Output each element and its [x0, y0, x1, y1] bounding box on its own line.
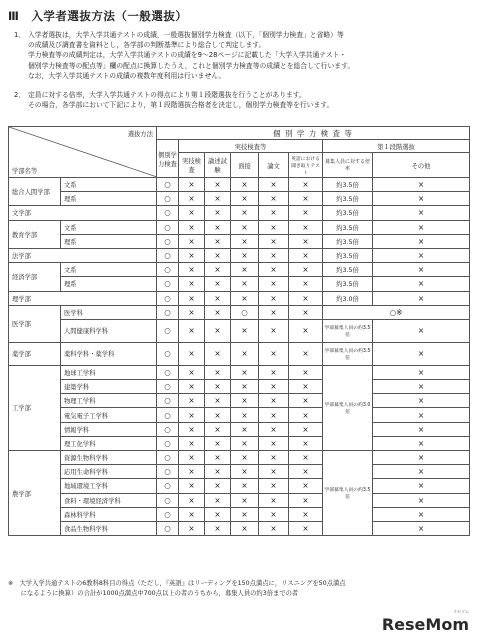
other-cell: ×	[373, 220, 470, 234]
mark-cell: ×	[205, 493, 231, 507]
mark-cell: ○	[157, 380, 179, 394]
header-selection-method: 選抜方法	[127, 131, 153, 138]
paragraph-1	[14, 30, 469, 81]
paragraph-line: 定員に対する倍率，大学入学共通テストの得点により第１段階選抜を行うことがあります。	[28, 91, 306, 99]
mark-cell: ×	[259, 192, 289, 206]
table-row	[9, 479, 470, 493]
mark-cell: ×	[259, 342, 289, 365]
mark-cell: ×	[259, 436, 289, 450]
table-row	[9, 380, 470, 394]
mark-cell: ×	[289, 234, 323, 248]
mark-cell: ×	[205, 408, 231, 422]
faculty-cell: 理学部	[9, 291, 157, 305]
paragraph-line: 個別学力検査等の配点等」欄の配点に換算したうえ，これと個別学力検査等の成績とを総合して行います。	[28, 61, 355, 70]
mark-cell: ×	[289, 319, 323, 342]
mark-cell: ×	[259, 507, 289, 521]
mark-cell: ○	[157, 192, 179, 206]
mark-cell: ×	[205, 220, 231, 234]
mark-cell: ○	[157, 178, 179, 192]
ratio-cell: 学部募集人員の約3.5倍	[323, 451, 373, 536]
mark-cell: ×	[259, 479, 289, 493]
mark-cell: ×	[231, 263, 259, 277]
department-cell: 物理工学科	[61, 394, 157, 408]
other-cell: ×	[373, 365, 470, 379]
mark-cell: ×	[231, 436, 259, 450]
mark-cell: ×	[289, 248, 323, 262]
mark-cell: ×	[231, 206, 259, 220]
mark-cell: ×	[179, 263, 205, 277]
table-row	[9, 220, 470, 234]
ratio-cell: 約3.5倍	[323, 192, 373, 206]
mark-cell: ×	[179, 408, 205, 422]
resemom-logo	[381, 609, 469, 634]
mark-cell: ×	[179, 479, 205, 493]
paragraph-line: その場合，各学部において下記により，第１段階選抜合格者を決定し，個別学力検査等を行います。	[28, 101, 334, 110]
footnote	[8, 579, 470, 599]
mark-cell: ○	[157, 365, 179, 379]
mark-cell: ×	[259, 234, 289, 248]
paragraph-line: なお，大学入学共通テストの成績の複数年度利用は行いません。	[28, 71, 226, 80]
mark-cell: ○	[157, 291, 179, 305]
mark-cell: ×	[179, 521, 205, 535]
department-cell: 応用生命科学科	[61, 465, 157, 479]
other-cell: ×	[373, 342, 470, 365]
mark-cell: ×	[289, 493, 323, 507]
table-row	[9, 192, 470, 206]
mark-cell: ×	[289, 365, 323, 379]
other-cell: ×	[373, 234, 470, 248]
mark-cell: ×	[179, 365, 205, 379]
other-cell: ×	[373, 436, 470, 450]
mark-cell: ×	[259, 305, 289, 319]
table-row	[9, 206, 470, 220]
department-cell: 理工化学科	[61, 436, 157, 450]
mark-cell: ×	[231, 248, 259, 262]
mark-cell: ○	[157, 507, 179, 521]
mark-cell: ×	[289, 380, 323, 394]
other-cell: ×	[373, 493, 470, 507]
table-row	[9, 465, 470, 479]
mark-cell: ×	[205, 365, 231, 379]
other-cell: ×	[373, 248, 470, 262]
mark-cell: ×	[231, 422, 259, 436]
header-faculty: 学部名等	[12, 168, 38, 175]
mark-cell: ×	[259, 521, 289, 535]
footnote-line: になるように換算）の合計が1000点満点中700点以上の者のうちから，募集人員の約3倍までの者	[8, 590, 299, 597]
mark-cell: ○	[157, 521, 179, 535]
mark-cell: ×	[289, 451, 323, 465]
mark-cell: ×	[179, 291, 205, 305]
mark-cell: ×	[289, 206, 323, 220]
mark-cell: ×	[289, 465, 323, 479]
mark-cell: ×	[259, 422, 289, 436]
department-cell: 理系	[61, 277, 157, 291]
mark-cell: ×	[179, 465, 205, 479]
mark-cell: ○	[157, 263, 179, 277]
department-cell: 地域環境工学科	[61, 479, 157, 493]
mark-cell: ×	[179, 507, 205, 521]
mark-cell: ×	[205, 234, 231, 248]
mark-cell: ×	[259, 380, 289, 394]
mark-cell: ×	[231, 291, 259, 305]
mark-cell: ×	[231, 451, 259, 465]
mark-cell: ×	[231, 507, 259, 521]
mark-cell: ○	[157, 305, 179, 319]
mark-cell: ×	[259, 263, 289, 277]
mark-cell: ×	[179, 220, 205, 234]
faculty-cell: 教育学部	[9, 220, 61, 248]
ratio-cell: 学部募集人員の約3.5倍	[323, 342, 373, 365]
mark-cell: ○	[157, 408, 179, 422]
mark-cell: ×	[259, 408, 289, 422]
department-cell: 資源生物科学科	[61, 451, 157, 465]
ratio-cell: 約3.5倍	[323, 178, 373, 192]
mark-cell: ×	[289, 521, 323, 535]
logo-subtext: リセマム	[453, 609, 469, 614]
ratio-cell: 約3.5倍	[323, 220, 373, 234]
paragraph-line: 入学者選抜は，大学入学共通テストの成績，一般選抜個別学力検査（以下，「個別学力検査」と省略）等	[28, 31, 344, 39]
department-cell: 文系	[61, 220, 157, 234]
mark-cell: ×	[179, 206, 205, 220]
other-cell: ×	[373, 263, 470, 277]
other-cell: ×	[373, 479, 470, 493]
mark-cell: ×	[259, 493, 289, 507]
header-individual-exam: 個 別 学 力 検 査 等	[157, 127, 470, 140]
mark-cell: ○	[157, 422, 179, 436]
ratio-cell: 約3.5倍	[323, 234, 373, 248]
other-cell: ×	[373, 380, 470, 394]
mark-cell: ×	[289, 291, 323, 305]
mark-cell: ×	[205, 291, 231, 305]
mark-cell: ×	[205, 178, 231, 192]
table-row	[9, 277, 470, 291]
mark-cell: ○	[157, 493, 179, 507]
mark-cell: ×	[205, 465, 231, 479]
faculty-cell: 農学部	[9, 451, 61, 536]
footnote-line: ※ 大学入学共通テストの6教科8科目の得点（ただし，『英語』はリーディングを150点満点に，リスニングを50点満点	[8, 580, 346, 587]
mark-cell: ×	[231, 408, 259, 422]
table-row	[9, 451, 470, 465]
mark-cell: ×	[289, 436, 323, 450]
mark-cell: ×	[289, 192, 323, 206]
mark-cell: ○	[157, 436, 179, 450]
mark-cell: ×	[231, 342, 259, 365]
mark-cell: ×	[179, 248, 205, 262]
mark-cell: ×	[231, 465, 259, 479]
other-cell: ○※	[323, 305, 470, 319]
mark-cell: ×	[289, 479, 323, 493]
mark-cell: ×	[231, 394, 259, 408]
mark-cell: ×	[259, 365, 289, 379]
table-corner-header	[9, 127, 157, 178]
mark-cell: ×	[205, 263, 231, 277]
mark-cell: ○	[157, 206, 179, 220]
table-row	[9, 521, 470, 535]
department-cell: 建築学科	[61, 380, 157, 394]
ratio-cell: 約3.5倍	[323, 263, 373, 277]
table-row	[9, 394, 470, 408]
mark-cell: ×	[289, 408, 323, 422]
other-cell: ×	[373, 507, 470, 521]
mark-cell: ×	[231, 493, 259, 507]
faculty-cell: 法学部	[9, 248, 157, 262]
header-essay-exam: 論述試験	[205, 153, 231, 178]
header-thesis: 論文	[259, 153, 289, 178]
mark-cell: ×	[231, 220, 259, 234]
table-row	[9, 507, 470, 521]
mark-cell: ×	[231, 192, 259, 206]
mark-cell: ×	[179, 394, 205, 408]
mark-cell: ×	[205, 422, 231, 436]
department-cell: 森林科学科	[61, 507, 157, 521]
mark-cell: ×	[205, 521, 231, 535]
table-row	[9, 493, 470, 507]
mark-cell: ×	[289, 305, 323, 319]
other-cell: ×	[373, 291, 470, 305]
mark-cell: ×	[179, 436, 205, 450]
other-cell: ×	[373, 394, 470, 408]
mark-cell: ×	[205, 248, 231, 262]
mark-cell: ×	[259, 178, 289, 192]
department-cell: 理系	[61, 234, 157, 248]
mark-cell: ×	[205, 479, 231, 493]
other-cell: ×	[373, 521, 470, 535]
department-cell: 電気電子工学科	[61, 408, 157, 422]
table-row	[9, 248, 470, 262]
mark-cell: ×	[259, 248, 289, 262]
mark-cell: ×	[289, 422, 323, 436]
mark-cell: ×	[259, 451, 289, 465]
other-cell: ×	[373, 451, 470, 465]
mark-cell: ×	[205, 277, 231, 291]
mark-cell: ×	[289, 263, 323, 277]
department-cell: 食料・環境経済学科	[61, 493, 157, 507]
mark-cell: ○	[157, 248, 179, 262]
mark-cell: ×	[179, 342, 205, 365]
ratio-cell: 学部募集人員の約3.0倍	[323, 365, 373, 450]
table-row	[9, 408, 470, 422]
mark-cell: ×	[231, 479, 259, 493]
other-cell: ×	[373, 319, 470, 342]
mark-cell: ×	[259, 206, 289, 220]
mark-cell: ○	[157, 319, 179, 342]
ratio-cell: 約3.5倍	[323, 277, 373, 291]
header-practical-group: 実技検査等	[179, 140, 323, 153]
other-cell: ×	[373, 192, 470, 206]
mark-cell: ○	[157, 342, 179, 365]
mark-cell: ×	[205, 394, 231, 408]
mark-cell: ○	[157, 451, 179, 465]
mark-cell: ×	[205, 451, 231, 465]
header-other: その他	[373, 153, 470, 178]
mark-cell: ×	[231, 277, 259, 291]
mark-cell: ×	[205, 305, 231, 319]
mark-cell: ×	[231, 521, 259, 535]
mark-cell: ○	[231, 305, 259, 319]
table-row	[9, 305, 470, 319]
faculty-cell: 総合人間学部	[9, 178, 61, 206]
section-title: Ⅲ 入学者選抜方法（一般選抜）	[8, 9, 188, 23]
mark-cell: ×	[179, 234, 205, 248]
mark-cell: ×	[231, 380, 259, 394]
mark-cell: ×	[259, 465, 289, 479]
mark-cell: ×	[289, 277, 323, 291]
mark-cell: ×	[259, 277, 289, 291]
ratio-cell: 約3.5倍	[323, 206, 373, 220]
faculty-cell: 工学部	[9, 365, 61, 450]
mark-cell: ○	[157, 465, 179, 479]
logo-text: ReseMom	[381, 615, 469, 634]
header-english-listening: 英語における聞き取りテスト	[289, 153, 323, 178]
table-row	[9, 342, 470, 365]
mark-cell: ×	[205, 342, 231, 365]
paragraph-2	[14, 90, 469, 110]
faculty-cell: 薬学部	[9, 342, 61, 365]
table-row	[9, 263, 470, 277]
table-row	[9, 178, 470, 192]
mark-cell: ×	[205, 436, 231, 450]
table-row	[9, 436, 470, 450]
mark-cell: ×	[179, 192, 205, 206]
table-row	[9, 365, 470, 379]
other-cell: ×	[373, 465, 470, 479]
header-interview: 面接	[231, 153, 259, 178]
mark-cell: ×	[289, 507, 323, 521]
table-row	[9, 234, 470, 248]
mark-cell: ×	[231, 178, 259, 192]
mark-cell: ×	[179, 305, 205, 319]
mark-cell: ×	[259, 319, 289, 342]
mark-cell: ×	[259, 220, 289, 234]
department-cell: 薬科学科・薬学科	[61, 342, 157, 365]
mark-cell: ×	[205, 380, 231, 394]
header-kobetsu: 個別学力検査	[157, 140, 179, 178]
department-cell: 人間健康科学科	[61, 319, 157, 342]
mark-cell: ×	[231, 365, 259, 379]
mark-cell: ×	[179, 319, 205, 342]
department-cell: 文系	[61, 178, 157, 192]
mark-cell: ×	[179, 277, 205, 291]
header-practical-exam: 実技検査	[179, 153, 205, 178]
department-cell: 地球工学科	[61, 365, 157, 379]
table-row	[9, 291, 470, 305]
ratio-cell: 学部募集人員の約3.5倍	[323, 319, 373, 342]
mark-cell: ×	[289, 220, 323, 234]
mark-cell: ×	[289, 394, 323, 408]
other-cell: ×	[373, 422, 470, 436]
other-cell: ×	[373, 277, 470, 291]
mark-cell: ×	[179, 178, 205, 192]
mark-cell: ×	[179, 380, 205, 394]
mark-cell: ×	[205, 507, 231, 521]
mark-cell: ×	[231, 234, 259, 248]
department-cell: 理系	[61, 192, 157, 206]
other-cell: ×	[373, 178, 470, 192]
mark-cell: ×	[289, 178, 323, 192]
mark-cell: ○	[157, 234, 179, 248]
mark-cell: ×	[205, 192, 231, 206]
other-cell: ×	[373, 206, 470, 220]
faculty-cell: 医学部	[9, 305, 61, 342]
mark-cell: ○	[157, 277, 179, 291]
mark-cell: ×	[179, 493, 205, 507]
mark-cell: ×	[289, 342, 323, 365]
table-row	[9, 319, 470, 342]
mark-cell: ×	[205, 319, 231, 342]
faculty-cell: 経済学部	[9, 263, 61, 291]
ratio-cell: 約3.5倍	[323, 248, 373, 262]
paragraph-number: 2．	[14, 91, 26, 99]
paragraph-line: の成績及び調査書を資料とし，各学部の判断基準により総合して判定します。	[28, 41, 266, 50]
department-cell: 医学科	[61, 305, 157, 319]
faculty-cell: 文学部	[9, 206, 157, 220]
mark-cell: ×	[179, 451, 205, 465]
department-cell: 食品生物科学科	[61, 521, 157, 535]
paragraph-line: 学力検査等の成績判定は，大学入学共通テストの成績を9～28ページに記載した「大学入学共通テスト・	[28, 51, 347, 60]
header-ratio: 募集人員に対する倍率	[323, 153, 373, 178]
ratio-cell: 約3.0倍	[323, 291, 373, 305]
mark-cell: ○	[157, 220, 179, 234]
department-cell: 文系	[61, 263, 157, 277]
mark-cell: ○	[157, 479, 179, 493]
paragraph-number: 1．	[14, 31, 26, 39]
mark-cell: ×	[179, 422, 205, 436]
mark-cell: ○	[157, 394, 179, 408]
mark-cell: ×	[205, 206, 231, 220]
header-first-stage: 第１段階選抜	[323, 140, 470, 153]
mark-cell: ×	[259, 394, 289, 408]
table-row	[9, 422, 470, 436]
mark-cell: ×	[231, 319, 259, 342]
selection-method-table	[8, 126, 470, 536]
department-cell: 情報学科	[61, 422, 157, 436]
mark-cell: ×	[259, 291, 289, 305]
other-cell: ×	[373, 408, 470, 422]
